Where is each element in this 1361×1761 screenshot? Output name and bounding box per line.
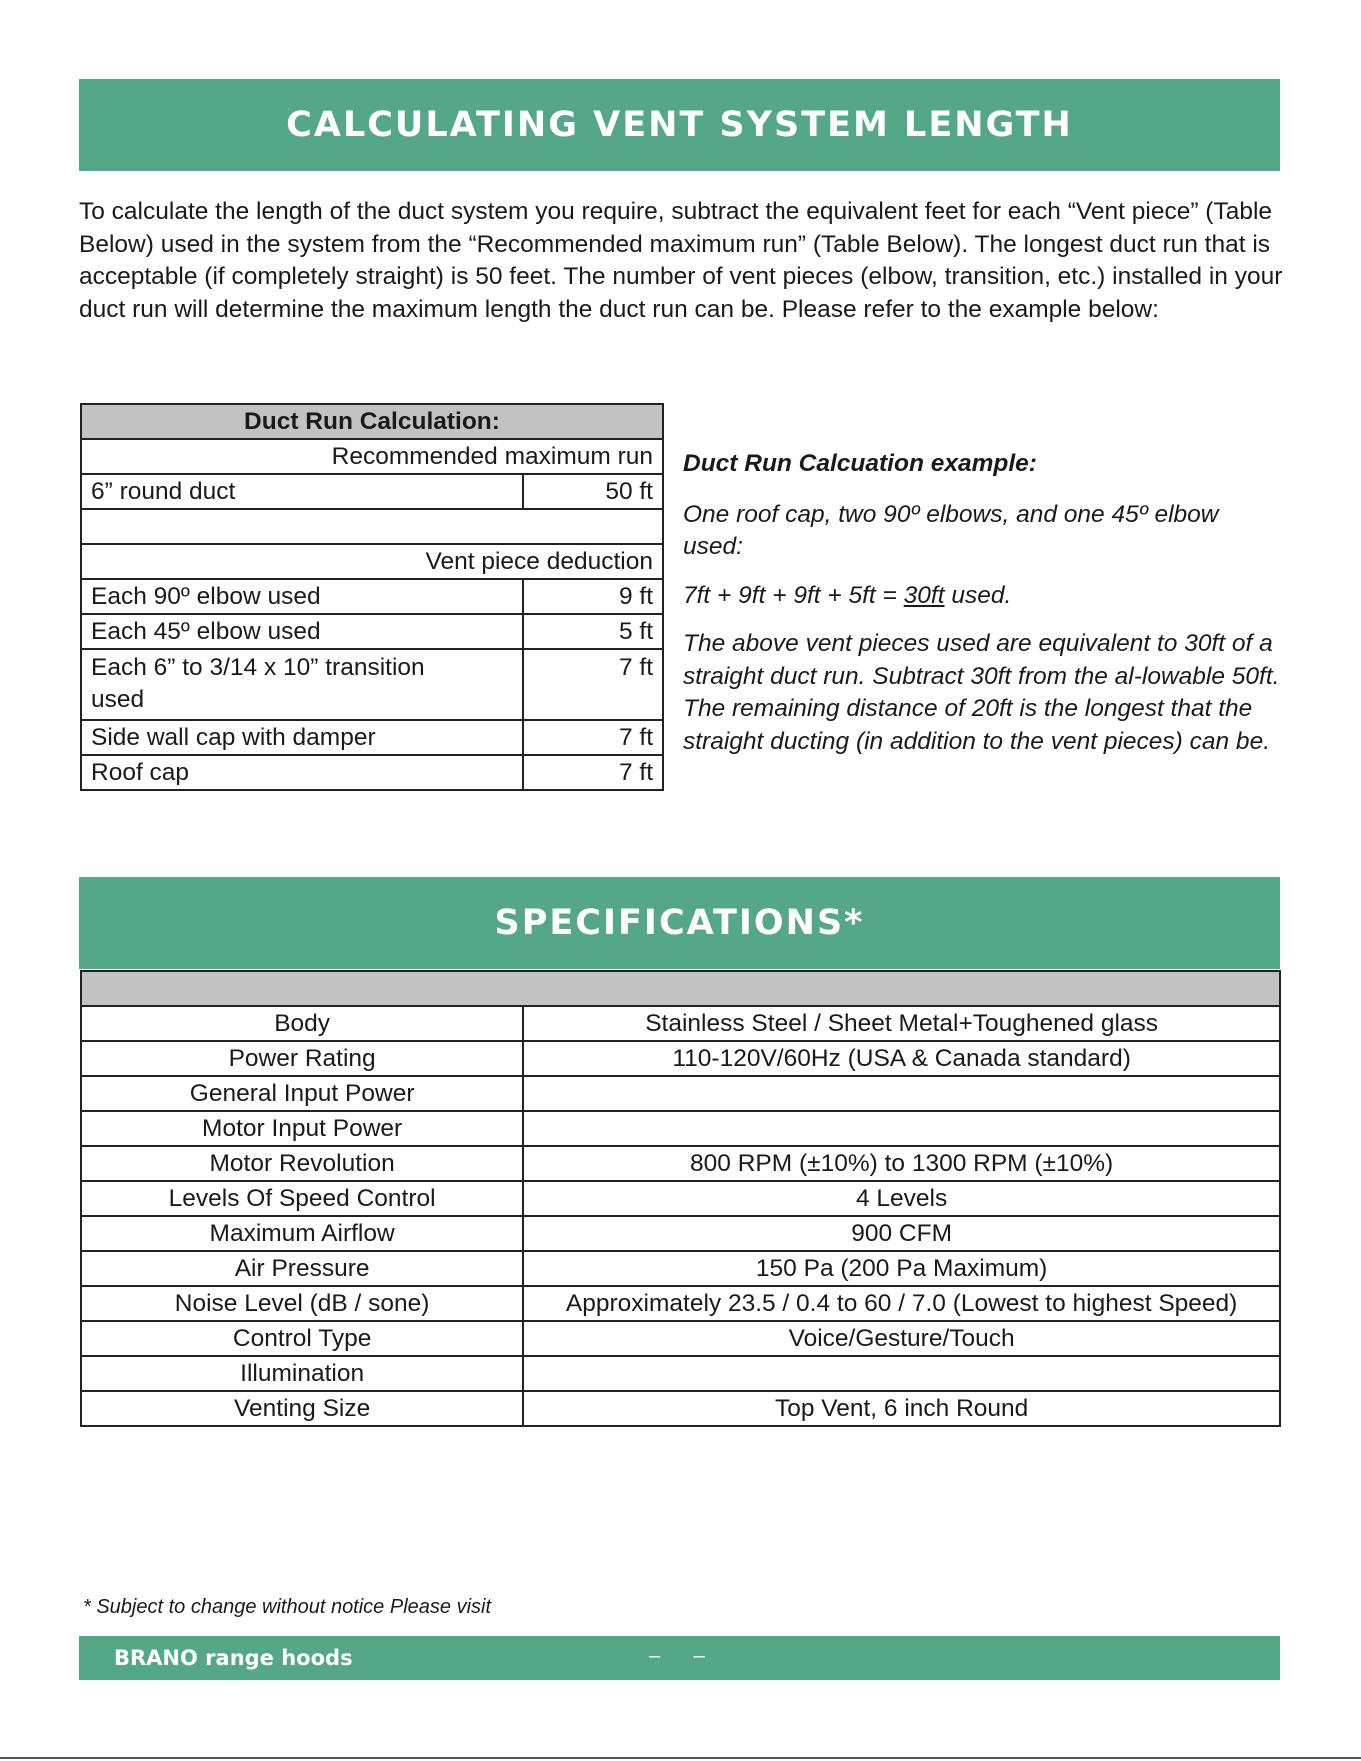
table-row (81, 544, 663, 579)
spec-label: Body (81, 1006, 523, 1041)
piece-label: Roof cap (81, 755, 523, 790)
page-bottom-rule (0, 1757, 1361, 1759)
page-dashes: – – (649, 1645, 719, 1667)
spec-header-cell (81, 971, 1280, 1006)
table-row (81, 1391, 1280, 1426)
specifications-table (80, 970, 1281, 1427)
table-row (81, 1181, 1280, 1216)
piece-label: Each 45º elbow used (81, 614, 523, 649)
footnote: * Subject to change without notice Please visit (83, 1596, 492, 1618)
spec-value (523, 1111, 1280, 1146)
spec-value (523, 1356, 1280, 1391)
spec-value: 900 CFM (523, 1216, 1280, 1251)
section-title-specifications: SPECIFICATIONS* (79, 877, 1280, 969)
table-row (81, 1216, 1280, 1251)
table-row (81, 649, 663, 720)
table-row (81, 1111, 1280, 1146)
example-title: Duct Run Calcuation example: (683, 450, 1037, 477)
max-run-label: Recommended maximum run (81, 439, 663, 474)
duct-run-table (80, 403, 664, 791)
piece-value: 7 ft (523, 755, 664, 790)
spec-label: Illumination (81, 1356, 523, 1391)
section-title-vent-length: CALCULATING VENT SYSTEM LENGTH (79, 79, 1280, 171)
table-row (81, 1251, 1280, 1286)
spec-label: Motor Revolution (81, 1146, 523, 1181)
duct-table-header: Duct Run Calculation: (81, 404, 663, 439)
piece-value: 9 ft (523, 579, 664, 614)
table-row (81, 1041, 1280, 1076)
example-used: used. (944, 581, 1012, 609)
table-row (81, 439, 663, 474)
duct-label: 6” round duct (81, 474, 523, 509)
example-sum: 7ft + 9ft + 9ft + 5ft = (683, 581, 904, 609)
table-row (81, 720, 663, 755)
duct-value: 50 ft (523, 474, 664, 509)
table-row (81, 474, 663, 509)
table-row (81, 579, 663, 614)
spec-label: General Input Power (81, 1076, 523, 1111)
example-line3: The above vent pieces used are equivalent to 30ft of a straight duct run. Subtract 30ft from the al-lowable 50ft. The remaining distance of 20ft is the longest that the straight ducting (in addition to the vent pieces) can be. (683, 630, 1280, 755)
table-row (81, 1006, 1280, 1041)
spec-label: Air Pressure (81, 1251, 523, 1286)
piece-label: Each 6” to 3/14 x 10” transition used (81, 649, 523, 720)
spec-label: Control Type (81, 1321, 523, 1356)
example-line1: One roof cap, two 90º elbows, and one 45º elbow used: (683, 500, 1219, 560)
spec-value: Stainless Steel / Sheet Metal+Toughened glass (523, 1006, 1280, 1041)
spec-label: Maximum Airflow (81, 1216, 523, 1251)
spec-label: Power Rating (81, 1041, 523, 1076)
intro-paragraph: To calculate the length of the duct system you require, subtract the equivalent feet for each “Vent piece” (Table Below) used in the system from the “Recommended maximum run” (Table Below). The longest duct run that is acceptable (if completely straight) is 50 feet. The number of vent pieces (elbow, transition, etc.) installed in your duct run will determine the maximum length the duct run can be. Please refer to the example below: (79, 198, 1283, 323)
empty-row (81, 509, 663, 544)
example-total: 30ft (903, 581, 945, 609)
piece-label: Each 90º elbow used (81, 579, 523, 614)
table-row (81, 1076, 1280, 1111)
spec-label: Motor Input Power (81, 1111, 523, 1146)
piece-value: 5 ft (523, 614, 664, 649)
spec-value: 4 Levels (523, 1181, 1280, 1216)
spec-value: 800 RPM (±10%) to 1300 RPM (±10%) (523, 1146, 1280, 1181)
spec-label: Levels Of Speed Control (81, 1181, 523, 1216)
table-row (81, 755, 663, 790)
spec-label: Noise Level (dB / sone) (81, 1286, 523, 1321)
table-row (81, 1286, 1280, 1321)
table-row (81, 1321, 1280, 1356)
piece-value: 7 ft (523, 649, 664, 720)
brand-name: BRANO range hoods (114, 1646, 353, 1670)
spec-value: Voice/Gesture/Touch (523, 1321, 1280, 1356)
footer-bar (79, 1636, 1280, 1680)
deduction-label: Vent piece deduction (81, 544, 663, 579)
table-row (81, 404, 663, 439)
example-line2 (683, 580, 1283, 613)
spec-value: 110-120V/60Hz (USA & Canada standard) (523, 1041, 1280, 1076)
table-row (81, 1356, 1280, 1391)
spec-label: Venting Size (81, 1391, 523, 1426)
table-header-row (81, 971, 1280, 1006)
example-block (683, 448, 1283, 774)
table-row (81, 509, 663, 544)
spec-value: 150 Pa (200 Pa Maximum) (523, 1251, 1280, 1286)
spec-value (523, 1076, 1280, 1111)
spec-value: Top Vent, 6 inch Round (523, 1391, 1280, 1426)
piece-value: 7 ft (523, 720, 664, 755)
spec-value: Approximately 23.5 / 0.4 to 60 / 7.0 (Lowest to highest Speed) (523, 1286, 1280, 1321)
piece-label: Side wall cap with damper (81, 720, 523, 755)
table-row (81, 1146, 1280, 1181)
table-row (81, 614, 663, 649)
